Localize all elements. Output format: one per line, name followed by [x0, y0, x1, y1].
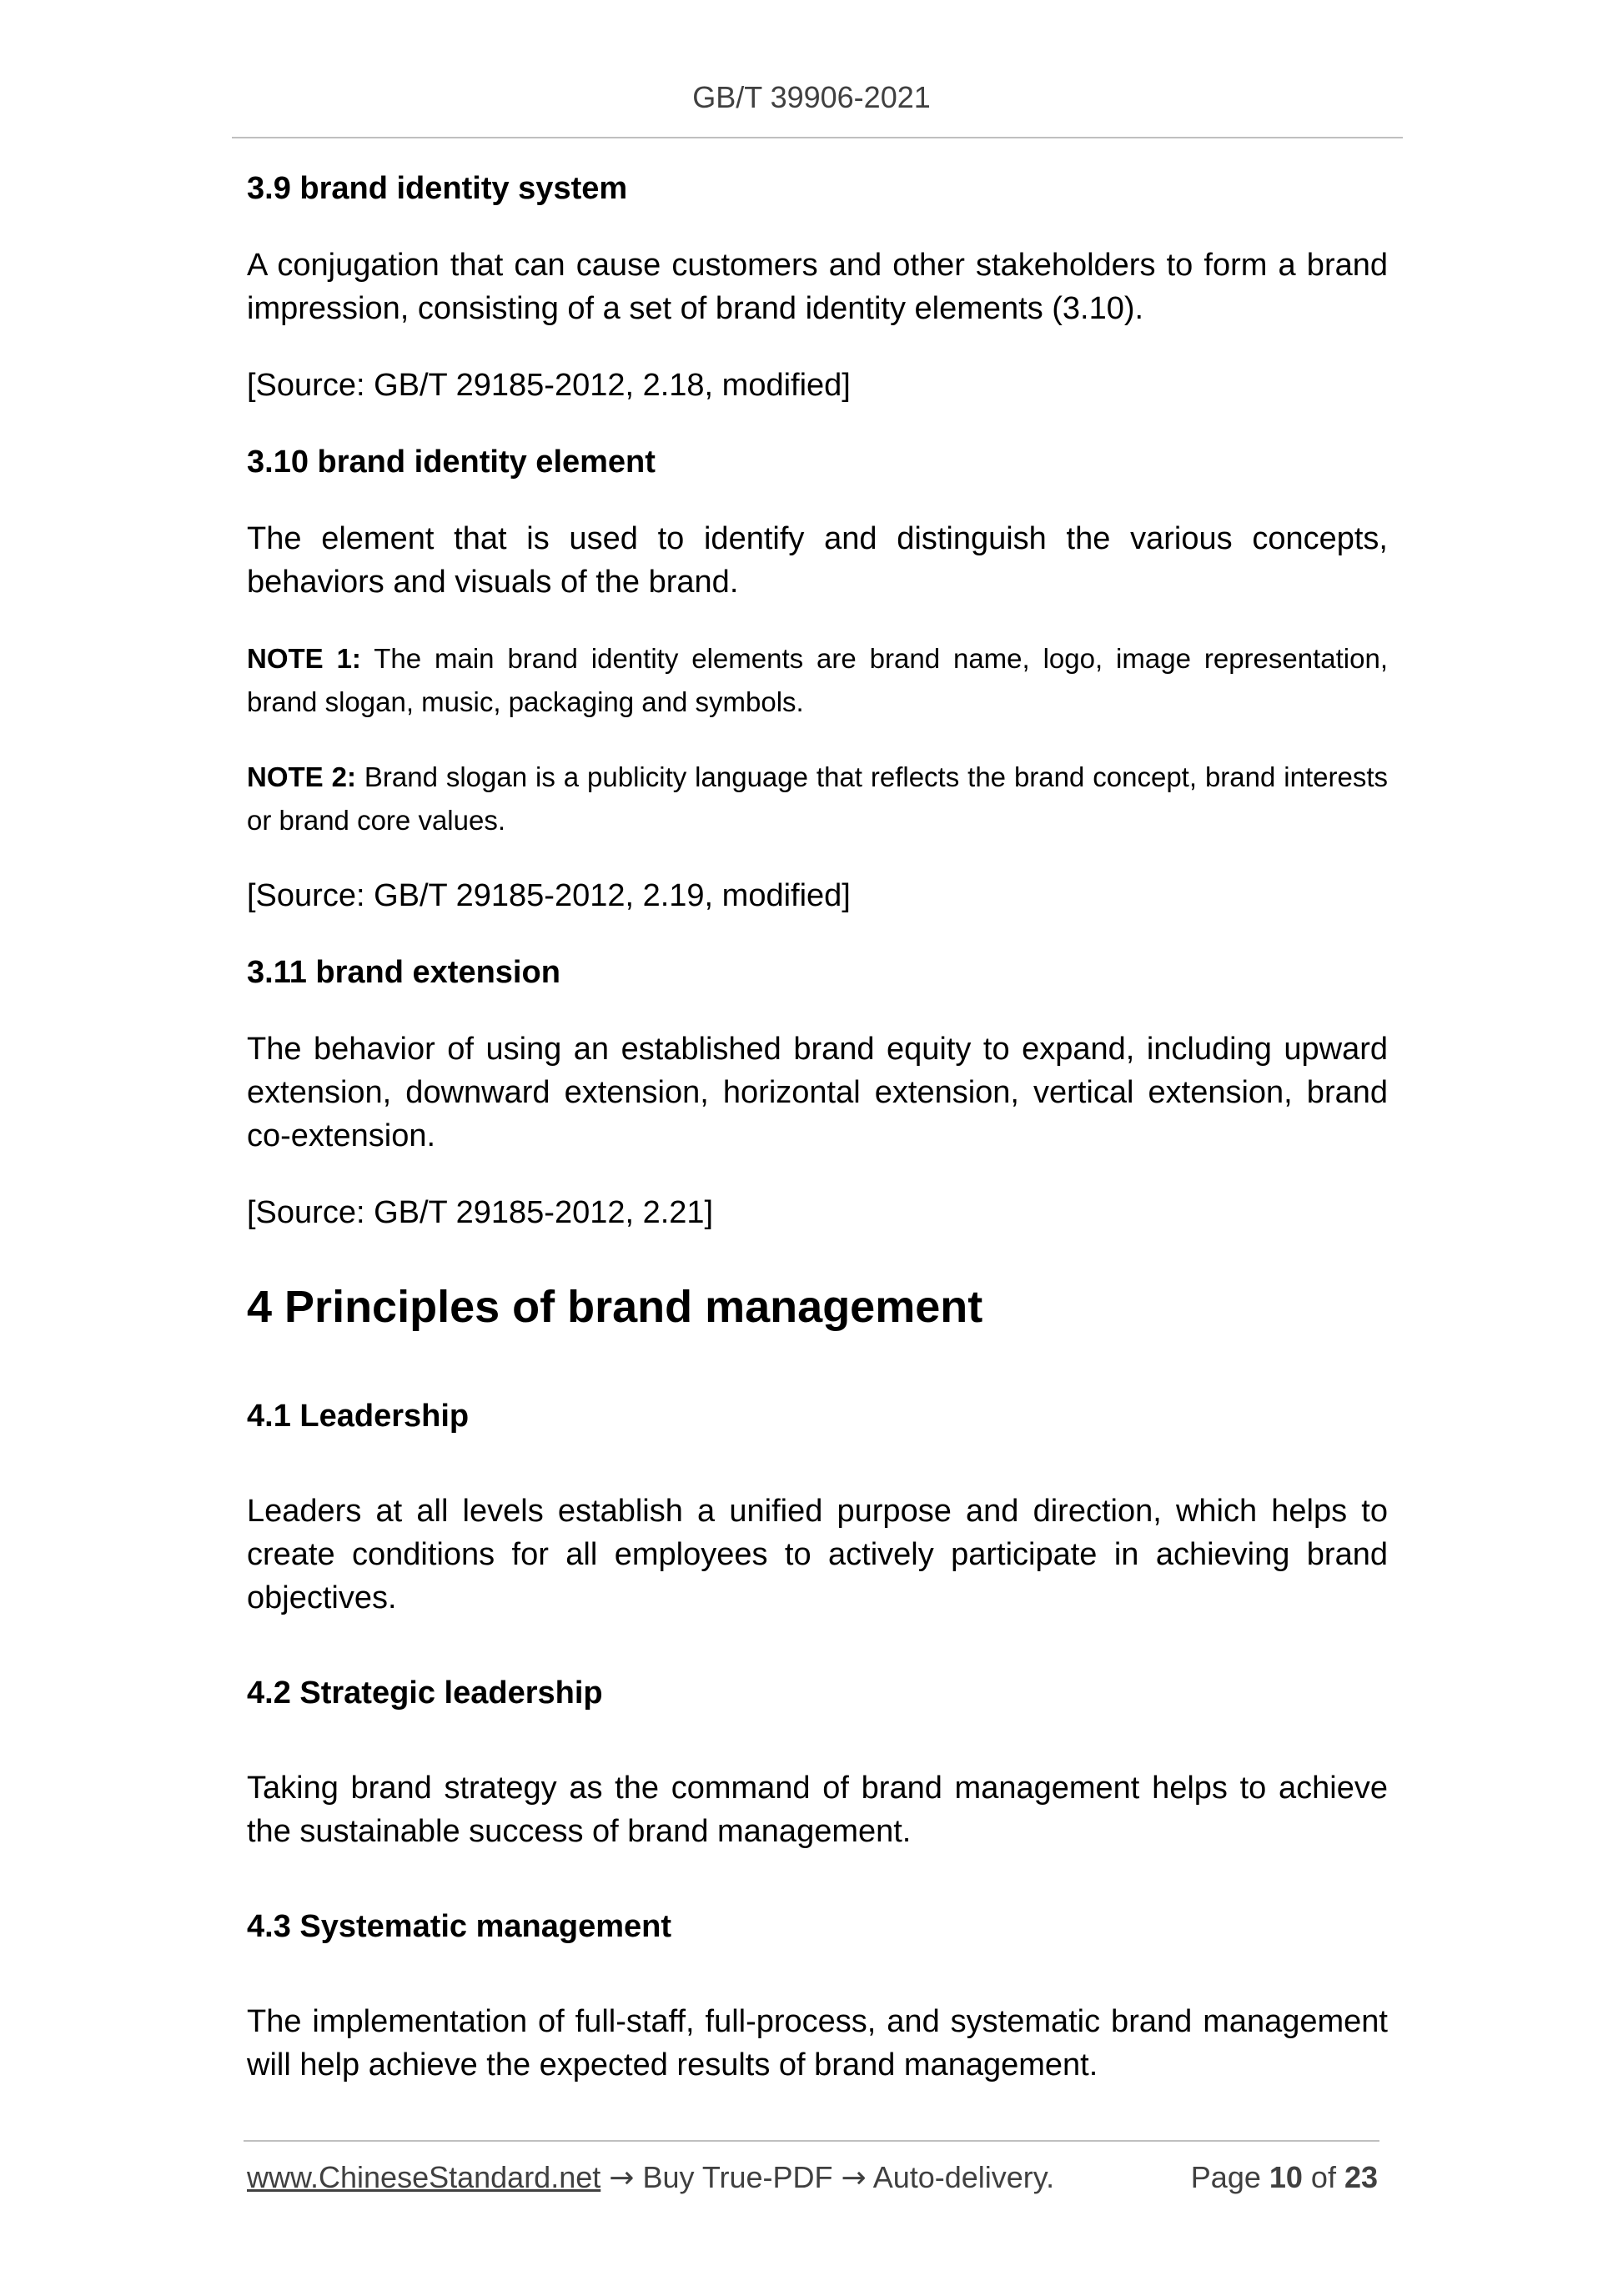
page-total: 23 [1344, 2160, 1378, 2194]
note-1-text: The main brand identity elements are brand name, logo, image representation, brand slogan, music, packaging and symbols. [247, 643, 1388, 717]
clause-3-9-definition: A conjugation that can cause customers and other stakeholders to form a brand impression, consisting of a set of brand identity elements (3.10). [247, 248, 1388, 326]
clause-4-3-title: 4.3 Systematic management [247, 1909, 672, 1944]
header-divider [232, 137, 1403, 138]
arrow-right-icon: → [841, 2161, 867, 2195]
chinese-standard-link[interactable]: www.ChineseStandard.net [247, 2160, 601, 2194]
note-2-label: NOTE 2: [247, 761, 356, 792]
buy-true-pdf-text: Buy True-PDF [634, 2160, 842, 2194]
page-of-label: of [1302, 2160, 1344, 2194]
clause-3-10-source: [Source: GB/T 29185-2012, 2.19, modified] [247, 878, 851, 913]
document-body [247, 167, 1388, 2138]
clause-3-10-note-1 [247, 637, 1388, 724]
clause-4-3-text: The implementation of full-staff, full-process, and systematic brand management will help achieve the expected results of brand management. [247, 2004, 1388, 2082]
clause-3-10-definition: The element that is used to identify and distinguish the various concepts, behaviors and visuals of the brand. [247, 521, 1388, 600]
clause-4-2-title: 4.2 Strategic leadership [247, 1676, 603, 1711]
arrow-right-icon: → [609, 2161, 635, 2195]
auto-delivery-text: Auto-delivery. [866, 2160, 1055, 2194]
chapter-4-title: 4 Principles of brand management [247, 1282, 983, 1332]
clause-3-9-source: [Source: GB/T 29185-2012, 2.18, modified] [247, 368, 851, 403]
page-number [1191, 2160, 1378, 2195]
clause-4-1-title: 4.1 Leadership [247, 1399, 470, 1434]
clause-4-2-text: Taking brand strategy as the command of brand management helps to achieve the sustainable success of brand management. [247, 1771, 1388, 1849]
clause-3-10-title: 3.10 brand identity element [247, 445, 656, 480]
page-label: Page [1190, 2160, 1269, 2194]
note-2-text: Brand slogan is a publicity language that reflects the brand concept, brand interests or brand core values. [247, 761, 1388, 836]
document-id-header: GB/T 39906-2021 [692, 80, 931, 114]
clause-3-9-title: 3.9 brand identity system [247, 171, 628, 206]
clause-4-1-text: Leaders at all levels establish a unified purpose and direction, which helps to create conditions for all employees to actively participate in achieving brand objectives. [247, 1494, 1388, 1615]
clause-3-11-source: [Source: GB/T 29185-2012, 2.21] [247, 1195, 714, 1230]
clause-3-10-note-2 [247, 756, 1388, 842]
page-current: 10 [1269, 2160, 1303, 2194]
clause-3-11-title: 3.11 brand extension [247, 955, 560, 990]
note-1-label: NOTE 1: [247, 643, 361, 674]
clause-3-11-definition: The behavior of using an established brand equity to expand, including upward extension, downward extension, horizontal extension, vertical extension, brand co-extension. [247, 1032, 1388, 1153]
page-footer [247, 2160, 1378, 2195]
footer-divider [244, 2140, 1379, 2142]
